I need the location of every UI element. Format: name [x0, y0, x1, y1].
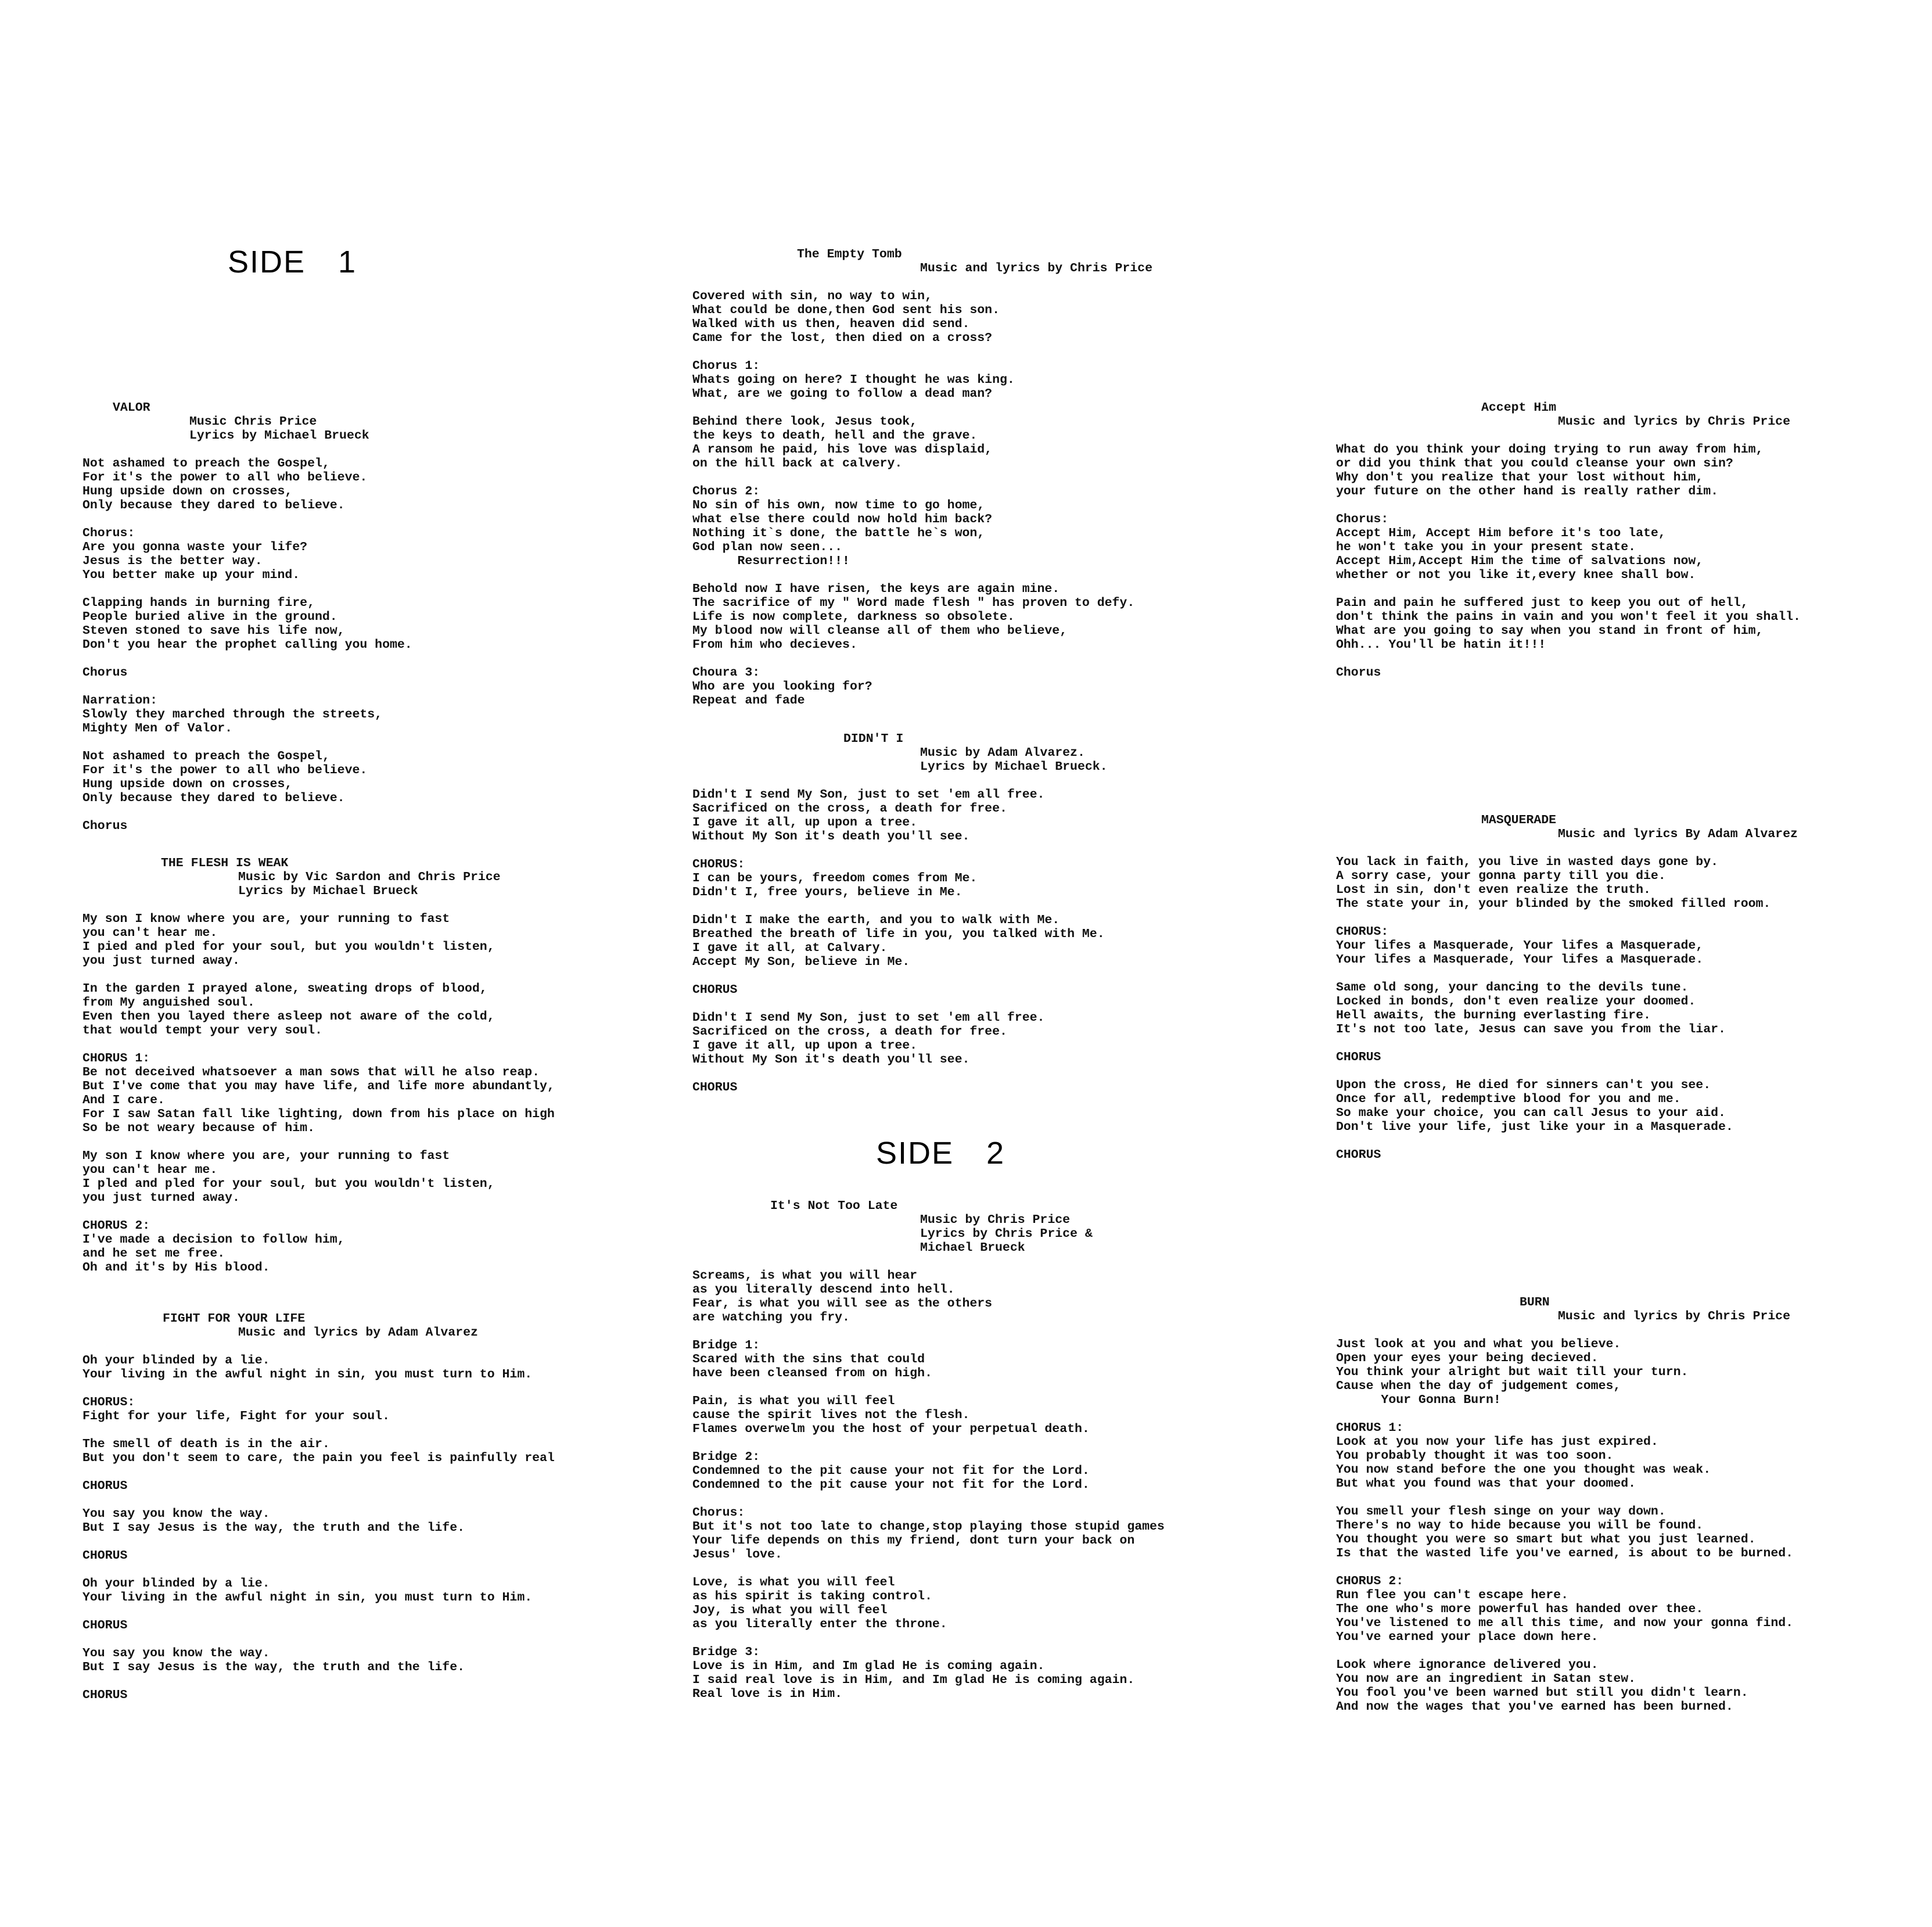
lyric-line: Your lifes a Masquerade, Your lifes a Masquerade. — [1336, 953, 1704, 967]
lyric-line: Without My Son it's death you'll see. — [692, 830, 970, 844]
lyric-line: Locked in bonds, don't even realize your doomed. — [1336, 995, 1696, 1009]
lyric-line: Same old song, your dancing to the devils tune. — [1336, 981, 1689, 995]
lyric-line: From him who decieves. — [692, 638, 857, 652]
lyric-line: Oh and it's by His blood. — [82, 1261, 270, 1275]
lyric-line: You now are an ingredient in Satan stew. — [1336, 1672, 1636, 1686]
lyric-line: Repeat and fade — [692, 694, 805, 708]
lyric-line: So make your choice, you can call Jesus to your aid. — [1336, 1106, 1726, 1120]
lyric-line: You probably thought it was too soon. — [1336, 1449, 1614, 1463]
lyric-line: A sorry case, your gonna party till you die. — [1336, 869, 1666, 883]
stanza — [692, 1576, 1273, 1631]
song-accept-him — [1336, 401, 1923, 680]
lyric-line: Covered with sin, no way to win, — [692, 289, 932, 303]
stanza — [82, 1688, 663, 1702]
lyric-line: the keys to death, hell and the grave. — [692, 429, 978, 443]
stanza — [82, 1577, 663, 1605]
lyric-line: Bridge 2: — [692, 1450, 760, 1464]
lyric-line: CHORUS — [82, 1619, 128, 1632]
song-credit: Lyrics by Michael Brueck. — [920, 760, 1108, 774]
lyric-line: No sin of his own, now time to go home, — [692, 498, 985, 512]
song-its-not-too-late — [692, 1199, 1273, 1701]
lyric-line: on the hill back at calvery. — [692, 457, 903, 471]
lyric-line: Hung upside down on crosses, — [82, 485, 293, 498]
lyric-line: What do you think your doing trying to run away from him, — [1336, 443, 1764, 457]
lyric-line: Chorus 2: — [692, 485, 760, 498]
stanza — [82, 1507, 663, 1535]
lyric-line: CHORUS — [82, 1688, 128, 1702]
stanza — [692, 582, 1273, 652]
lyric-line: Bridge 1: — [692, 1339, 760, 1352]
stanza — [82, 1549, 663, 1563]
lyric-line: as his spirit is taking control. — [692, 1589, 932, 1603]
lyric-line: Look at you now your life has just expired. — [1336, 1435, 1658, 1449]
lyric-line: have been cleansed from on high. — [692, 1366, 932, 1380]
stanza — [692, 857, 1273, 899]
lyric-line: are watching you fry. — [692, 1311, 850, 1325]
lyric-line: God plan now seen... — [692, 540, 843, 554]
lyric-line: Didn't I, free yours, believe in Me. — [692, 885, 963, 899]
stanza — [82, 1646, 663, 1674]
song-the-flesh-is-weak — [82, 856, 663, 1275]
lyric-line: Behold now I have risen, the keys are again mine. — [692, 582, 1060, 596]
lyric-line: CHORUS 1: — [82, 1052, 150, 1065]
lyric-line: I gave it all, at Calvary. — [692, 941, 888, 955]
lyric-line: Chorus: — [82, 526, 135, 540]
lyric-line: Fear, is what you will see as the others — [692, 1297, 993, 1311]
song-burn — [1336, 1296, 1923, 1714]
lyric-line: My blood now will cleanse all of them who believe, — [692, 624, 1068, 638]
lyric-line: Choura 3: — [692, 666, 760, 680]
stanza — [692, 1081, 1273, 1095]
lyric-line: Your life depends on this my friend, dont turn your back on — [692, 1534, 1135, 1548]
lyric-line: Is that the wasted life you've earned, is about to be burned. — [1336, 1546, 1794, 1560]
lyric-line: You thought you were so smart but what you just learned. — [1336, 1533, 1756, 1546]
column-1 — [82, 244, 663, 1702]
lyric-line: Didn't I send My Son, just to set 'em all free. — [692, 1011, 1045, 1025]
lyric-line: what else there could now hold him back? — [692, 512, 993, 526]
lyric-line: Sacrificed on the cross, a death for free. — [692, 802, 1007, 816]
stanza — [692, 788, 1273, 844]
stanza — [692, 913, 1273, 969]
lyric-line: Oh your blinded by a lie. — [82, 1577, 270, 1591]
stanza — [1336, 1658, 1923, 1714]
stanza — [692, 1506, 1273, 1562]
lyric-line: Without My Son it's death you'll see. — [692, 1053, 970, 1067]
stanza — [692, 485, 1273, 568]
lyric-line: CHORUS — [82, 1549, 128, 1563]
lyric-line: Chorus — [82, 666, 128, 680]
lyric-line: CHORUS: — [692, 857, 745, 871]
song-credit: Music by Vic Sardon and Chris Price — [238, 870, 501, 884]
lyric-line: don't think the pains in vain and you won't feel it you shall. — [1336, 610, 1801, 624]
lyric-line: There's no way to hide because you will be found. — [1336, 1519, 1704, 1533]
lyric-line: But it's not too late to change,stop playing those stupid games — [692, 1520, 1165, 1534]
lyric-line: Didn't I make the earth, and you to walk with Me. — [692, 913, 1060, 927]
lyric-line: you can't hear me. — [82, 926, 218, 940]
lyric-line: Behind there look, Jesus took, — [692, 415, 918, 429]
lyric-line: Only because they dared to believe. — [82, 791, 345, 805]
lyric-line: You've listened to me all this time, and now your gonna find. — [1336, 1616, 1794, 1630]
lyric-line: Don't you hear the prophet calling you home. — [82, 638, 412, 652]
lyric-line: Slowly they marched through the streets, — [82, 708, 383, 722]
song-credit: Music and lyrics by Chris Price — [1558, 415, 1790, 429]
lyric-line: You now stand before the one you thought was weak. — [1336, 1463, 1711, 1477]
lyric-line: you just turned away. — [82, 1191, 240, 1205]
lyric-line: The sacrifice of my " Word made flesh " has proven to defy. — [692, 596, 1135, 610]
lyric-line: The state your in, your blinded by the smoked filled room. — [1336, 897, 1771, 911]
lyric-line: Love is in Him, and Im glad He is coming again. — [692, 1659, 1045, 1673]
lyric-line: But I've come that you may have life, and life more abundantly, — [82, 1079, 555, 1093]
lyric-line: Resurrection!!! — [692, 554, 850, 568]
lyric-line: CHORUS — [1336, 1148, 1381, 1162]
stanza — [1336, 925, 1923, 967]
side-number: 2 — [986, 1136, 1005, 1171]
lyric-line: CHORUS — [82, 1479, 128, 1493]
lyric-line: You lack in faith, you live in wasted days gone by. — [1336, 855, 1719, 869]
song-masquerade — [1336, 813, 1923, 1162]
lyric-line: Pain and pain he suffered just to keep you out of hell, — [1336, 596, 1748, 610]
stanza — [692, 289, 1273, 345]
lyric-line: But you don't seem to care, the pain you feel is painfully real — [82, 1451, 555, 1465]
lyric-line: Walked with us then, heaven did send. — [692, 317, 970, 331]
side-1-heading — [228, 244, 663, 285]
lyric-line: Jesus is the better way. — [82, 554, 263, 568]
lyric-line: Steven stoned to save his life now, — [82, 624, 345, 638]
lyric-line: cause the spirit lives not the flesh. — [692, 1408, 970, 1422]
lyric-line: Screams, is what you will hear — [692, 1269, 918, 1283]
lyric-line: Not ashamed to preach the Gospel, — [82, 457, 330, 471]
stanza — [692, 359, 1273, 401]
song-title: BURN — [1520, 1296, 1550, 1309]
lyric-line: Real love is in Him. — [692, 1687, 843, 1701]
lyric-line: I gave it all, up upon a tree. — [692, 1039, 918, 1053]
song-credit: Music by Chris Price — [920, 1213, 1071, 1227]
lyric-line: Chorus — [1336, 666, 1381, 680]
song-title: MASQUERADE — [1481, 813, 1557, 827]
lyric-line: Chorus 1: — [692, 359, 760, 373]
stanza — [1336, 1505, 1923, 1560]
lyric-line: For it's the power to all who believe. — [82, 471, 368, 485]
lyric-line: Chorus: — [692, 1506, 745, 1520]
song-credit: Music by Adam Alvarez. — [920, 746, 1085, 760]
stanza — [82, 982, 663, 1038]
lyric-line: your future on the other hand is really rather dim. — [1336, 485, 1719, 498]
stanza — [82, 1149, 663, 1205]
lyric-line: You better make up your mind. — [82, 568, 300, 582]
song-didnt-i — [692, 732, 1273, 1095]
lyric-line: The smell of death is in the air. — [82, 1437, 330, 1451]
lyric-line: For I saw Satan fall like lighting, down from his place on high — [82, 1107, 555, 1121]
stanza — [692, 1394, 1273, 1436]
stanza — [82, 749, 663, 805]
lyric-line: People buried alive in the ground. — [82, 610, 337, 624]
lyric-line: Love, is what you will feel — [692, 1576, 895, 1589]
lyric-line: I gave it all, up upon a tree. — [692, 816, 918, 830]
stanza — [692, 1450, 1273, 1492]
lyric-line: Only because they dared to believe. — [82, 498, 345, 512]
side-number: 1 — [338, 245, 357, 279]
stanza — [1336, 443, 1923, 498]
lyric-line: Run flee you can't escape here. — [1336, 1588, 1568, 1602]
lyric-line: I pled and pled for your soul, but you wouldn't listen, — [82, 1177, 495, 1191]
lyric-line: CHORUS — [692, 1081, 738, 1095]
stanza — [1336, 1148, 1923, 1162]
lyric-line: Didn't I send My Son, just to set 'em all free. — [692, 788, 1045, 802]
lyric-line: Open your eyes your being decieved. — [1336, 1351, 1599, 1365]
lyric-line: You fool you've been warned but still you didn't learn. — [1336, 1686, 1748, 1700]
lyric-line: Whats going on here? I thought he was king. — [692, 373, 1015, 387]
lyric-line: Hell awaits, the burning everlasting fire. — [1336, 1009, 1651, 1022]
lyric-line: Who are you looking for? — [692, 680, 872, 694]
song-title: FIGHT FOR YOUR LIFE — [163, 1312, 306, 1326]
lyric-line: CHORUS — [1336, 1050, 1381, 1064]
stanza — [82, 1219, 663, 1275]
stanza — [82, 1619, 663, 1632]
lyric-line: Nothing it`s done, the battle he`s won, — [692, 526, 985, 540]
lyric-line: What could be done,then God sent his son. — [692, 303, 1000, 317]
lyric-line: What are you going to say when you stand in front of him, — [1336, 624, 1764, 638]
stanza — [82, 596, 663, 652]
side-word: SIDE — [876, 1136, 954, 1171]
lyric-line: you can't hear me. — [82, 1163, 218, 1177]
lyric-line: Flames overwelm you the host of your perpetual death. — [692, 1422, 1090, 1436]
song-title: Accept Him — [1481, 401, 1557, 415]
column-2 — [692, 247, 1273, 1701]
song-valor — [82, 401, 663, 833]
lyric-line: A ransom he paid, his love was displaid, — [692, 443, 993, 457]
lyric-line: Joy, is what you will feel — [692, 1603, 888, 1617]
lyric-line: And now the wages that you've earned has been burned. — [1336, 1700, 1733, 1714]
lyric-line: he won't take you in your present state. — [1336, 540, 1636, 554]
lyric-line: that would tempt your very soul. — [82, 1024, 322, 1038]
lyric-line: Look where ignorance delivered you. — [1336, 1658, 1599, 1672]
song-title: The Empty Tomb — [797, 247, 902, 261]
lyric-line: It's not too late, Jesus can save you from the liar. — [1336, 1022, 1726, 1036]
lyric-line: Narration: — [82, 694, 158, 708]
column-3 — [1336, 401, 1923, 1714]
lyric-line: Your living in the awful night in sin, you must turn to Him. — [82, 1368, 533, 1381]
song-title: VALOR — [113, 401, 150, 415]
lyric-line: Accept Him, Accept Him before it's too late, — [1336, 526, 1666, 540]
lyric-line: Be not deceived whatsoever a man sows that will he also reap. — [82, 1065, 540, 1079]
stanza — [82, 1437, 663, 1465]
stanza — [692, 1339, 1273, 1380]
lyric-line: Are you gonna waste your life? — [82, 540, 308, 554]
lyric-line: Accept My Son, believe in Me. — [692, 955, 910, 969]
lyric-line: Accept Him,Accept Him the time of salvations now, — [1336, 554, 1704, 568]
song-the-empty-tomb — [692, 247, 1273, 708]
lyric-line: and he set me free. — [82, 1247, 225, 1261]
song-credit: Music Chris Price — [189, 415, 317, 429]
stanza — [1336, 855, 1923, 911]
lyric-line: In the garden I prayed alone, sweating drops of blood, — [82, 982, 487, 996]
lyric-line: from My anguished soul. — [82, 996, 255, 1010]
lyric-line: So be not weary because of him. — [82, 1121, 315, 1135]
song-credit: Music and lyrics By Adam Alvarez — [1558, 827, 1798, 841]
lyric-line: Condemned to the pit cause your not fit for the Lord. — [692, 1464, 1090, 1478]
song-credit: Michael Brueck — [920, 1241, 1025, 1255]
lyric-line: Once for all, redemptive blood for you and me. — [1336, 1092, 1681, 1106]
lyric-line: But I say Jesus is the way, the truth and the life. — [82, 1660, 465, 1674]
lyric-line: You think your alright but wait till your turn. — [1336, 1365, 1689, 1379]
stanza — [1336, 981, 1923, 1036]
lyric-line: Mighty Men of Valor. — [82, 722, 233, 735]
stanza — [692, 666, 1273, 708]
lyric-line: The one who's more powerful has handed over thee. — [1336, 1602, 1704, 1616]
song-fight-for-your-life — [82, 1312, 663, 1702]
stanza — [1336, 1050, 1923, 1064]
lyric-line: Even then you layed there asleep not aware of the cold, — [82, 1010, 495, 1024]
stanza — [692, 415, 1273, 471]
lyric-line: But what you found was that your doomed. — [1336, 1477, 1636, 1491]
song-title: It's Not Too Late — [770, 1199, 898, 1213]
song-credit: Lyrics by Michael Brueck — [238, 884, 418, 898]
lyric-line: CHORUS 2: — [1336, 1574, 1404, 1588]
song-credit: Music and lyrics by Chris Price — [920, 261, 1152, 275]
lyric-line: You've earned your place down here. — [1336, 1630, 1599, 1644]
side-word: SIDE — [228, 245, 306, 279]
lyric-line: or did you think that you could cleanse your own sin? — [1336, 457, 1733, 471]
stanza — [1336, 1421, 1923, 1491]
stanza — [82, 457, 663, 512]
lyric-line: Don't live your life, just like your in a Masquerade. — [1336, 1120, 1733, 1134]
lyric-line: Fight for your life, Fight for your soul. — [82, 1409, 390, 1423]
lyric-line: Bridge 3: — [692, 1645, 760, 1659]
song-credit: Music and lyrics by Chris Price — [1558, 1309, 1790, 1323]
lyric-line: You say you know the way. — [82, 1507, 270, 1521]
lyric-line: Your lifes a Masquerade, Your lifes a Masquerade, — [1336, 939, 1704, 953]
song-title: THE FLESH IS WEAK — [161, 856, 289, 870]
lyric-line: You smell your flesh singe on your way down. — [1336, 1505, 1666, 1519]
stanza — [1336, 1337, 1923, 1407]
stanza — [82, 526, 663, 582]
lyric-line: You say you know the way. — [82, 1646, 270, 1660]
lyric-line: Not ashamed to preach the Gospel, — [82, 749, 330, 763]
stanza — [82, 1052, 663, 1135]
lyric-line: Condemned to the pit cause your not fit for the Lord. — [692, 1478, 1090, 1492]
stanza — [82, 666, 663, 680]
lyric-line: Upon the cross, He died for sinners can't you see. — [1336, 1078, 1711, 1092]
stanza — [1336, 1078, 1923, 1134]
lyric-line: CHORUS: — [82, 1395, 135, 1409]
lyric-line: Hung upside down on crosses, — [82, 777, 293, 791]
stanza — [1336, 666, 1923, 680]
lyric-line: Chorus — [82, 819, 128, 833]
stanza — [692, 1011, 1273, 1067]
lyric-line: whether or not you like it,every knee shall bow. — [1336, 568, 1696, 582]
song-credit: Music and lyrics by Adam Alvarez — [238, 1326, 478, 1340]
lyric-line: Life is now complete, darkness so obsolete. — [692, 610, 1015, 624]
stanza — [1336, 512, 1923, 582]
lyric-line: Jesus' love. — [692, 1548, 782, 1562]
lyric-line: as you literally enter the throne. — [692, 1617, 947, 1631]
lyric-line: I said real love is in Him, and Im glad He is coming again. — [692, 1673, 1135, 1687]
lyric-line: Came for the lost, then died on a cross? — [692, 331, 993, 345]
lyric-line: Pain, is what you will feel — [692, 1394, 895, 1408]
stanza — [82, 694, 663, 735]
lyric-line: CHORUS — [692, 983, 738, 997]
lyric-line: I can be yours, freedom comes from Me. — [692, 871, 978, 885]
lyric-line: you just turned away. — [82, 954, 240, 968]
lyric-line: Sacrificed on the cross, a death for free. — [692, 1025, 1007, 1039]
lyric-line: Why don't you realize that your lost without him, — [1336, 471, 1704, 485]
lyric-line: My son I know where you are, your running to fast — [82, 912, 450, 926]
lyric-line: I pied and pled for your soul, but you wouldn't listen, — [82, 940, 495, 954]
side-2-heading — [876, 1135, 1273, 1176]
lyric-line: Scared with the sins that could — [692, 1352, 925, 1366]
lyric-line: Breathed the breath of life in you, you talked with Me. — [692, 927, 1105, 941]
lyric-line: Chorus: — [1336, 512, 1389, 526]
song-title: DIDN'T I — [843, 732, 904, 746]
lyric-line: CHORUS 1: — [1336, 1421, 1404, 1435]
stanza — [692, 1645, 1273, 1701]
lyric-line: For it's the power to all who believe. — [82, 763, 368, 777]
lyric-line: Just look at you and what you believe. — [1336, 1337, 1621, 1351]
lyric-line: CHORUS 2: — [82, 1219, 150, 1233]
stanza — [82, 912, 663, 968]
song-credit: Lyrics by Chris Price & — [920, 1227, 1093, 1241]
stanza — [82, 819, 663, 833]
lyric-line: Oh your blinded by a lie. — [82, 1354, 270, 1368]
stanza — [1336, 596, 1923, 652]
lyric-line: And I care. — [82, 1093, 165, 1107]
lyric-line: What, are we going to follow a dead man? — [692, 387, 993, 401]
lyric-line: Ohh... You'll be hatin it!!! — [1336, 638, 1546, 652]
stanza — [82, 1354, 663, 1381]
lyric-line: CHORUS: — [1336, 925, 1389, 939]
lyric-line: Your Gonna Burn! — [1336, 1393, 1501, 1407]
lyric-line: I've made a decision to follow him, — [82, 1233, 345, 1247]
lyric-line: My son I know where you are, your running to fast — [82, 1149, 450, 1163]
lyric-line: as you literally descend into hell. — [692, 1283, 955, 1297]
stanza — [1336, 1574, 1923, 1644]
stanza — [82, 1395, 663, 1423]
song-credit: Lyrics by Michael Brueck — [189, 429, 369, 443]
lyric-line: Cause when the day of judgement comes, — [1336, 1379, 1621, 1393]
lyric-line: Lost in sin, don't even realize the truth. — [1336, 883, 1651, 897]
lyric-line: Clapping hands in burning fire, — [82, 596, 315, 610]
stanza — [692, 1269, 1273, 1325]
lyric-line: But I say Jesus is the way, the truth and the life. — [82, 1521, 465, 1535]
lyric-line: Your living in the awful night in sin, you must turn to Him. — [82, 1591, 533, 1605]
stanza — [692, 983, 1273, 997]
stanza — [82, 1479, 663, 1493]
